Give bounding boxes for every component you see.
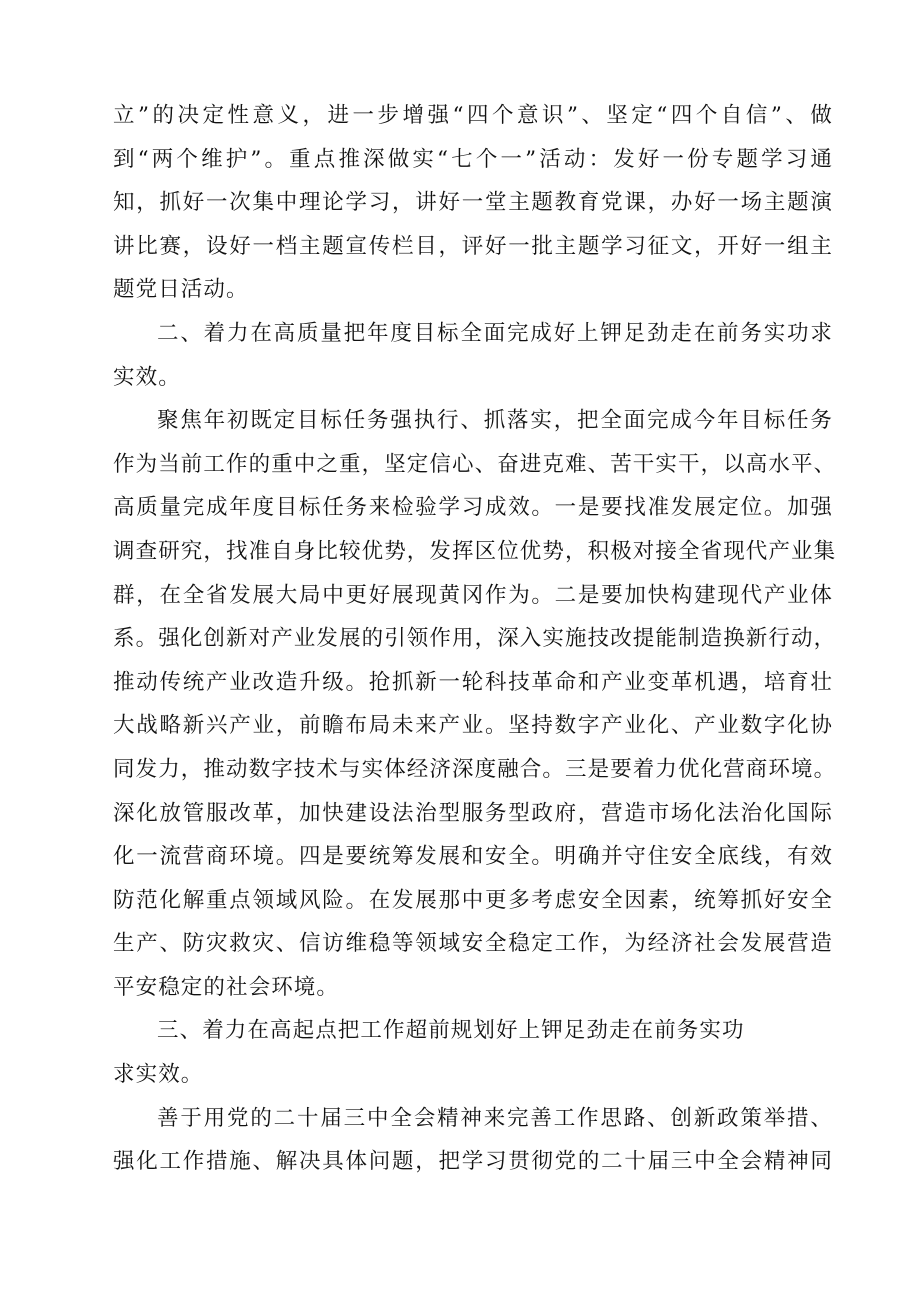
body-text [113, 94, 837, 1184]
text-line: 群，在全省发展大局中更好展现黄冈作为。二是要加快构建现代产业体 [113, 582, 833, 608]
text-line: 平安稳定的社会环境。 [113, 974, 340, 1000]
text-line: 强化工作措施、解决具体问题，把学习贯彻党的二十届三中全会精神同 [113, 1149, 833, 1175]
section-heading-2-cont: 实效。 [113, 364, 181, 390]
text-line: 推动传统产业改造升级。抢抓新一轮科技革命和产业变革机遇，培育壮 [113, 669, 833, 695]
text-line: 到“两个维护”。重点推深做实“七个一”活动：发好一份专题学习通 [113, 146, 833, 172]
text-line: 生产、防灾救灾、信访维稳等领域安全稳定工作，为经济社会发展营造 [113, 931, 833, 957]
text-line: 聚焦年初既定目标任务强执行、抓落实，把全面完成今年目标任务 [157, 408, 833, 434]
text-line: 善于用党的二十届三中全会精神来完善工作思路、创新政策举措、 [157, 1105, 833, 1131]
text-line: 立”的决定性意义，进一步增强“四个意识”、坚定“四个自信”、做 [113, 103, 833, 128]
text-line: 防范化解重点领域风险。在发展那中更多考虑安全因素，统筹抓好安全 [113, 887, 833, 913]
text-line: 化一流营商环境。四是要统筹发展和安全。明确并守住安全底线，有效 [113, 844, 833, 870]
text-line: 深化放管服改革，加快建设法治型服务型政府，营造市场化法治化国际 [113, 800, 833, 826]
text-line: 大战略新兴产业，前瞻布局未来产业。坚持数字产业化、产业数字化协 [113, 713, 833, 739]
section-heading-3-cont: 求实效。 [113, 1062, 204, 1088]
section-heading-2: 二、着力在高质量把年度目标全面完成好上钾足劲走在前务实功求 [157, 320, 833, 346]
section-heading-3: 三、着力在高起点把工作超前规划好上钾足劲走在前务实功 [157, 1018, 745, 1044]
text-line: 讲比赛，设好一档主题宣传栏目，评好一批主题学习征文，开好一组主 [113, 233, 833, 259]
text-line: 高质量完成年度目标任务来检验学习成效。一是要找准发展定位。加强 [113, 495, 833, 521]
text-line: 题党日活动。 [113, 277, 249, 303]
text-line: 作为当前工作的重中之重，坚定信心、奋进克难、苦干实干，以高水平、 [113, 451, 837, 477]
text-line: 调查研究，找准自身比较优势，发挥区位优势，积极对接全省现代产业集 [113, 538, 837, 564]
text-line: 同发力，推动数字技术与实体经济深度融合。三是要着力优化营商环境。 [113, 756, 837, 782]
text-line: 知，抓好一次集中理论学习，讲好一堂主题教育党课，办好一场主题演 [113, 190, 833, 216]
text-line: 系。强化创新对产业发展的引领作用，深入实施技改提能制造换新行动， [113, 626, 837, 652]
